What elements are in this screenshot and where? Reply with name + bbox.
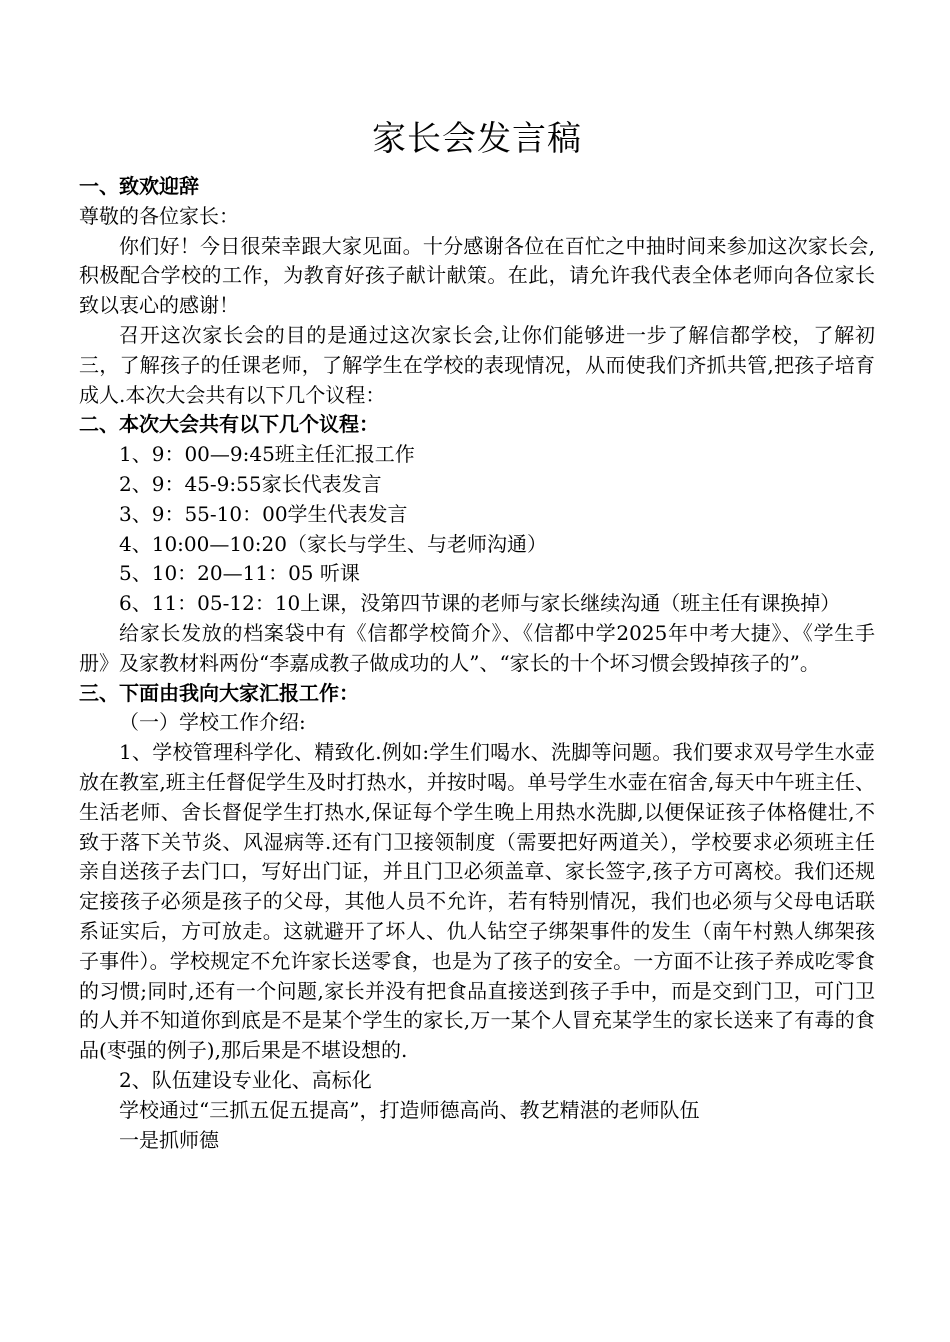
team-building-heading: 2、队伍建设专业化、高标化 (119, 1067, 372, 1092)
section-heading-welcome: 一、致欢迎辞 (79, 174, 199, 198)
agenda-item: 5、10：20—11：05 听课 (119, 561, 360, 586)
section-heading-report: 三、下面由我向大家汇报工作： (79, 680, 359, 705)
materials-paragraph: 给家长发放的档案袋中有《信都学校简介》、《信都中学2025年中考大捷》、《学生手册》及家教材料两份“李嘉成教子做成功的人”、“家长的十个坏习惯会毁掉孩子的”。 (79, 620, 875, 675)
ethics-item: 一是抓师德 (119, 1127, 219, 1152)
management-paragraph: 1、学校管理科学化、精致化.例如:学生们喝水、洗脚等问题。我们要求双号学生水壶放在教室,班主任督促学生及时打热水，并按时喝。单号学生水壶在宿舍,每天中午班主任、生活老师、舍长督促学生打热水,保证每个学生晚上用热水洗脚,以便保证孩子体格健壮,不致于落下关节炎、风湿病等.还有门卫接领制度（需要把好两道关），学校要求必须班主任亲自送孩子去门口，写好出门证，并且门卫必须盖章、家长签字,孩子方可离校。我们还规定接孩子必须是孩子的父母，其他人员不允许，若有特别情况，我们也必须与父母电话联系证实后，方可放走。这就避开了坏人、仇人钻空子绑架事件的发生（南午村熟人绑架孩子事件）。学校规定不允许家长送零食，也是为了孩子的安全。一方面不让孩子养成吃零食的习惯;同时,还有一个问题,家长并没有把食品直接送到孩子手中，而是交到门卫，可门卫的人并不知道你到底是不是某个学生的家长,万一某个人冒充某学生的家长送来了有毒的食品(枣强的例子),那后果是不堪设想的. (79, 740, 875, 1063)
agenda-item: 3、9：55-10：00学生代表发言 (119, 501, 408, 526)
agenda-item: 2、9：45-9:55家长代表发言 (119, 471, 382, 496)
purpose-paragraph: 召开这次家长会的目的是通过这次家长会,让你们能够进一步了解信都学校，了解初三，了解孩子的任课老师，了解学生在学校的表现情况，从而使我们齐抓共管,把孩子培育成人.本次大会共有以下几个议程： (79, 322, 875, 407)
document-title: 家长会发言稿 (372, 119, 582, 159)
agenda-item: 1、9：00—9:45班主任汇报工作 (119, 442, 415, 467)
salutation: 尊敬的各位家长： (79, 203, 239, 228)
team-building-paragraph: 学校通过“三抓五促五提高”，打造师德高尚、教艺精湛的老师队伍 (119, 1097, 700, 1122)
welcome-paragraph: 你们好！今日很荣幸跟大家见面。十分感谢各位在百忙之中抽时间来参加这次家长会,积极配合学校的工作，为教育好孩子献计献策。在此，请允许我代表全体老师向各位家长致以衷心的感谢！ (79, 233, 875, 318)
document-page (79, 110, 875, 1155)
agenda-item: 6、11：05-12：10上课，没第四节课的老师与家长继续沟通（班主任有课换掉） (119, 591, 841, 616)
subsection-heading: （一）学校工作介绍: (119, 710, 306, 735)
agenda-item: 4、10:00—10:20（家长与学生、与老师沟通） (119, 531, 547, 556)
section-heading-agenda: 二、本次大会共有以下几个议程： (79, 412, 379, 437)
